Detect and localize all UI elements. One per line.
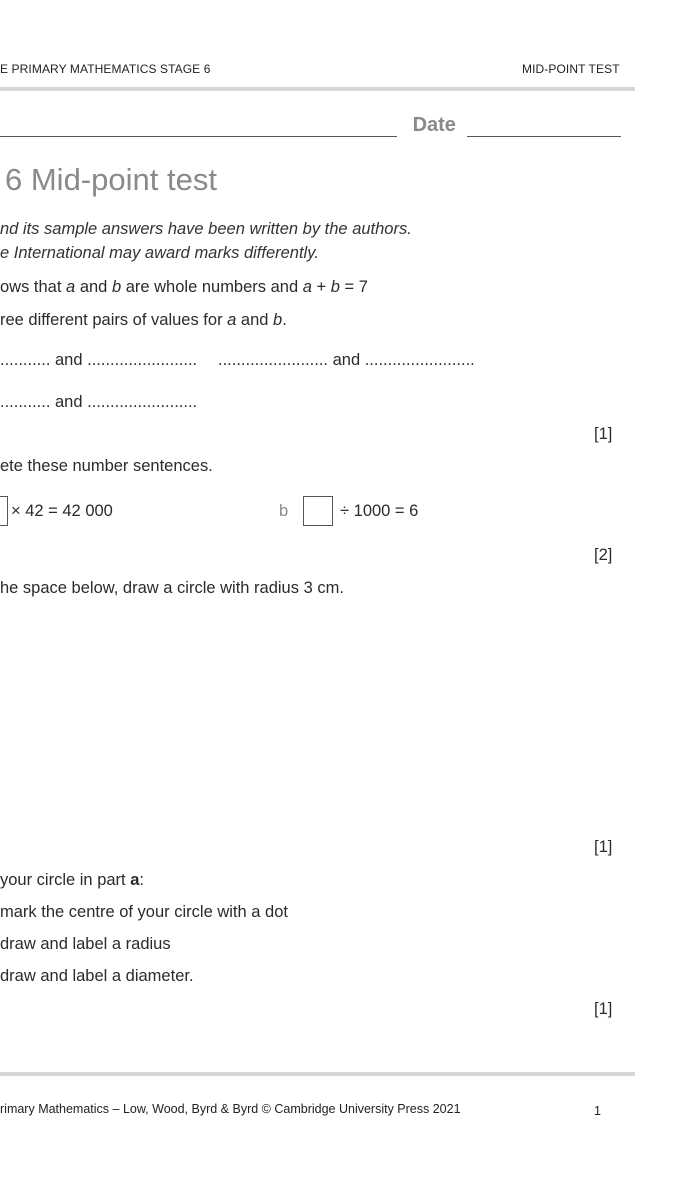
name-line[interactable]	[0, 116, 397, 137]
date-line[interactable]	[467, 116, 621, 137]
q1-var-b: b	[273, 311, 283, 329]
header-left: E PRIMARY MATHEMATICS STAGE 6	[0, 62, 211, 76]
q1-text: ree different pairs of values for	[0, 311, 228, 329]
header-rule	[0, 87, 635, 91]
q3a-marks: [1]	[594, 838, 613, 856]
q1-var-b: b	[111, 278, 122, 296]
q1-marks: [1]	[594, 425, 613, 443]
q1-instruction	[0, 311, 287, 330]
header-right: MID-POINT TEST	[522, 62, 620, 76]
q2-intro: ete these number sentences.	[0, 457, 213, 475]
q3-intro: he space below, draw a circle with radius 3 cm.	[0, 579, 344, 597]
q2b-answer-box[interactable]	[303, 496, 333, 526]
footer-rule	[0, 1072, 635, 1076]
page-number: 1	[594, 1104, 601, 1118]
q2b-sentence: ÷ 1000 = 6	[340, 502, 419, 520]
note-line-2: e International may award marks differently.	[0, 244, 319, 262]
q1-answer-blank-1[interactable]: ........... and ........................	[0, 351, 198, 369]
q1-text: = 7	[339, 278, 368, 296]
footer-copyright: rimary Mathematics – Low, Wood, Byrd & Byrd © Cambridge University Press 2021	[0, 1102, 461, 1116]
q1-text: .	[282, 311, 287, 329]
q1-text: and	[236, 311, 274, 329]
q1-text: are whole numbers and	[121, 278, 303, 296]
q1-var-a: a	[302, 278, 312, 296]
q3-drawing-space[interactable]	[0, 605, 620, 830]
q2a-sentence: × 42 = 42 000	[11, 502, 113, 520]
q1-text: ows that	[0, 278, 67, 296]
q1-var-a: a	[66, 278, 76, 296]
name-date-row	[0, 114, 621, 137]
q1-statement	[0, 278, 368, 297]
q1-answer-blank-2[interactable]: ........................ and ........................	[218, 351, 475, 369]
q1-var-a: a	[227, 311, 237, 329]
q3b-item-3: draw and label a diameter.	[0, 967, 194, 985]
q3b-text: :	[139, 871, 144, 889]
q3b-marks: [1]	[594, 1000, 613, 1018]
q1-var-b: b	[330, 278, 340, 296]
q1-text: and	[75, 278, 112, 296]
q2-marks: [2]	[594, 546, 613, 564]
q3b-text: your circle in part	[0, 871, 131, 889]
q3b-part-ref: a	[130, 871, 140, 889]
q3b-item-2: draw and label a radius	[0, 935, 171, 953]
q1-text: +	[311, 278, 331, 296]
q3b-intro	[0, 871, 144, 890]
date-label: Date	[412, 114, 456, 136]
q3b-item-1: mark the centre of your circle with a dot	[0, 903, 288, 921]
page-title: 6 Mid-point test	[5, 162, 217, 197]
note-line-1: nd its sample answers have been written by the authors.	[0, 220, 412, 238]
q2a-answer-box[interactable]	[0, 496, 8, 526]
q1-answer-blank-3[interactable]: ........... and ........................	[0, 393, 198, 411]
q2b-letter: b	[279, 502, 289, 520]
